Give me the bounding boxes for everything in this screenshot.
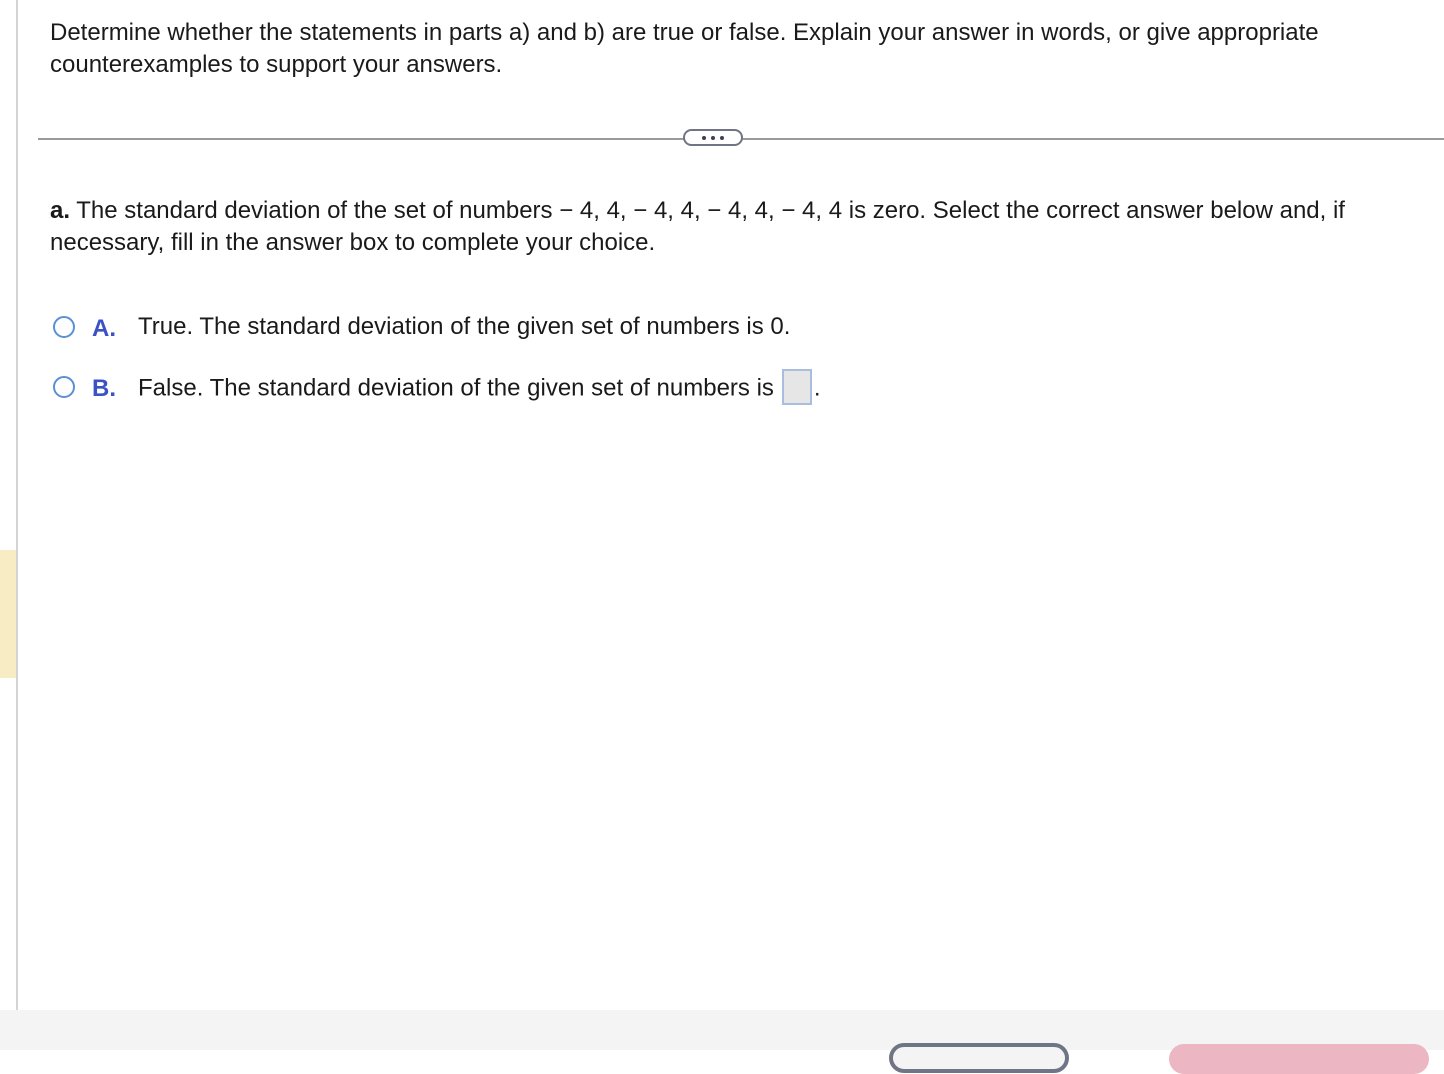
choice-a-text: True. The standard deviation of the given set of numbers is 0. (138, 313, 791, 340)
ellipsis-icon (702, 136, 706, 140)
choice-b-letter: B. (92, 375, 116, 402)
footer-primary-button[interactable] (1169, 1044, 1429, 1074)
question-part-label: a. (50, 197, 71, 224)
left-highlight-marker (0, 550, 16, 678)
ellipsis-icon (711, 136, 715, 140)
answer-input-box[interactable] (782, 369, 812, 405)
footer-secondary-button[interactable] (889, 1043, 1069, 1073)
choice-b-text-line (138, 371, 821, 407)
choice-a[interactable] (53, 311, 791, 343)
left-border (16, 0, 18, 1010)
choice-a-letter: A. (92, 315, 116, 342)
choice-b[interactable] (53, 371, 821, 403)
choice-a-radio[interactable] (53, 316, 75, 338)
choice-b-radio[interactable] (53, 376, 75, 398)
question-body: The standard deviation of the set of numbers − 4, 4, − 4, 4, − 4, 4, − 4, 4 is zero. Select the correct answer below and, if necessary, fill in the answer box to complete your choice. (50, 197, 1345, 256)
expand-more-button[interactable] (683, 129, 743, 146)
question-text (50, 195, 1430, 259)
choice-b-text: False. The standard deviation of the given set of numbers is (138, 374, 774, 402)
instructions-text: Determine whether the statements in parts a) and b) are true or false. Explain your answer in words, or give appropriate counterexamples to support your answers. (50, 19, 1319, 78)
choice-b-period: . (813, 374, 821, 402)
ellipsis-icon (720, 136, 724, 140)
